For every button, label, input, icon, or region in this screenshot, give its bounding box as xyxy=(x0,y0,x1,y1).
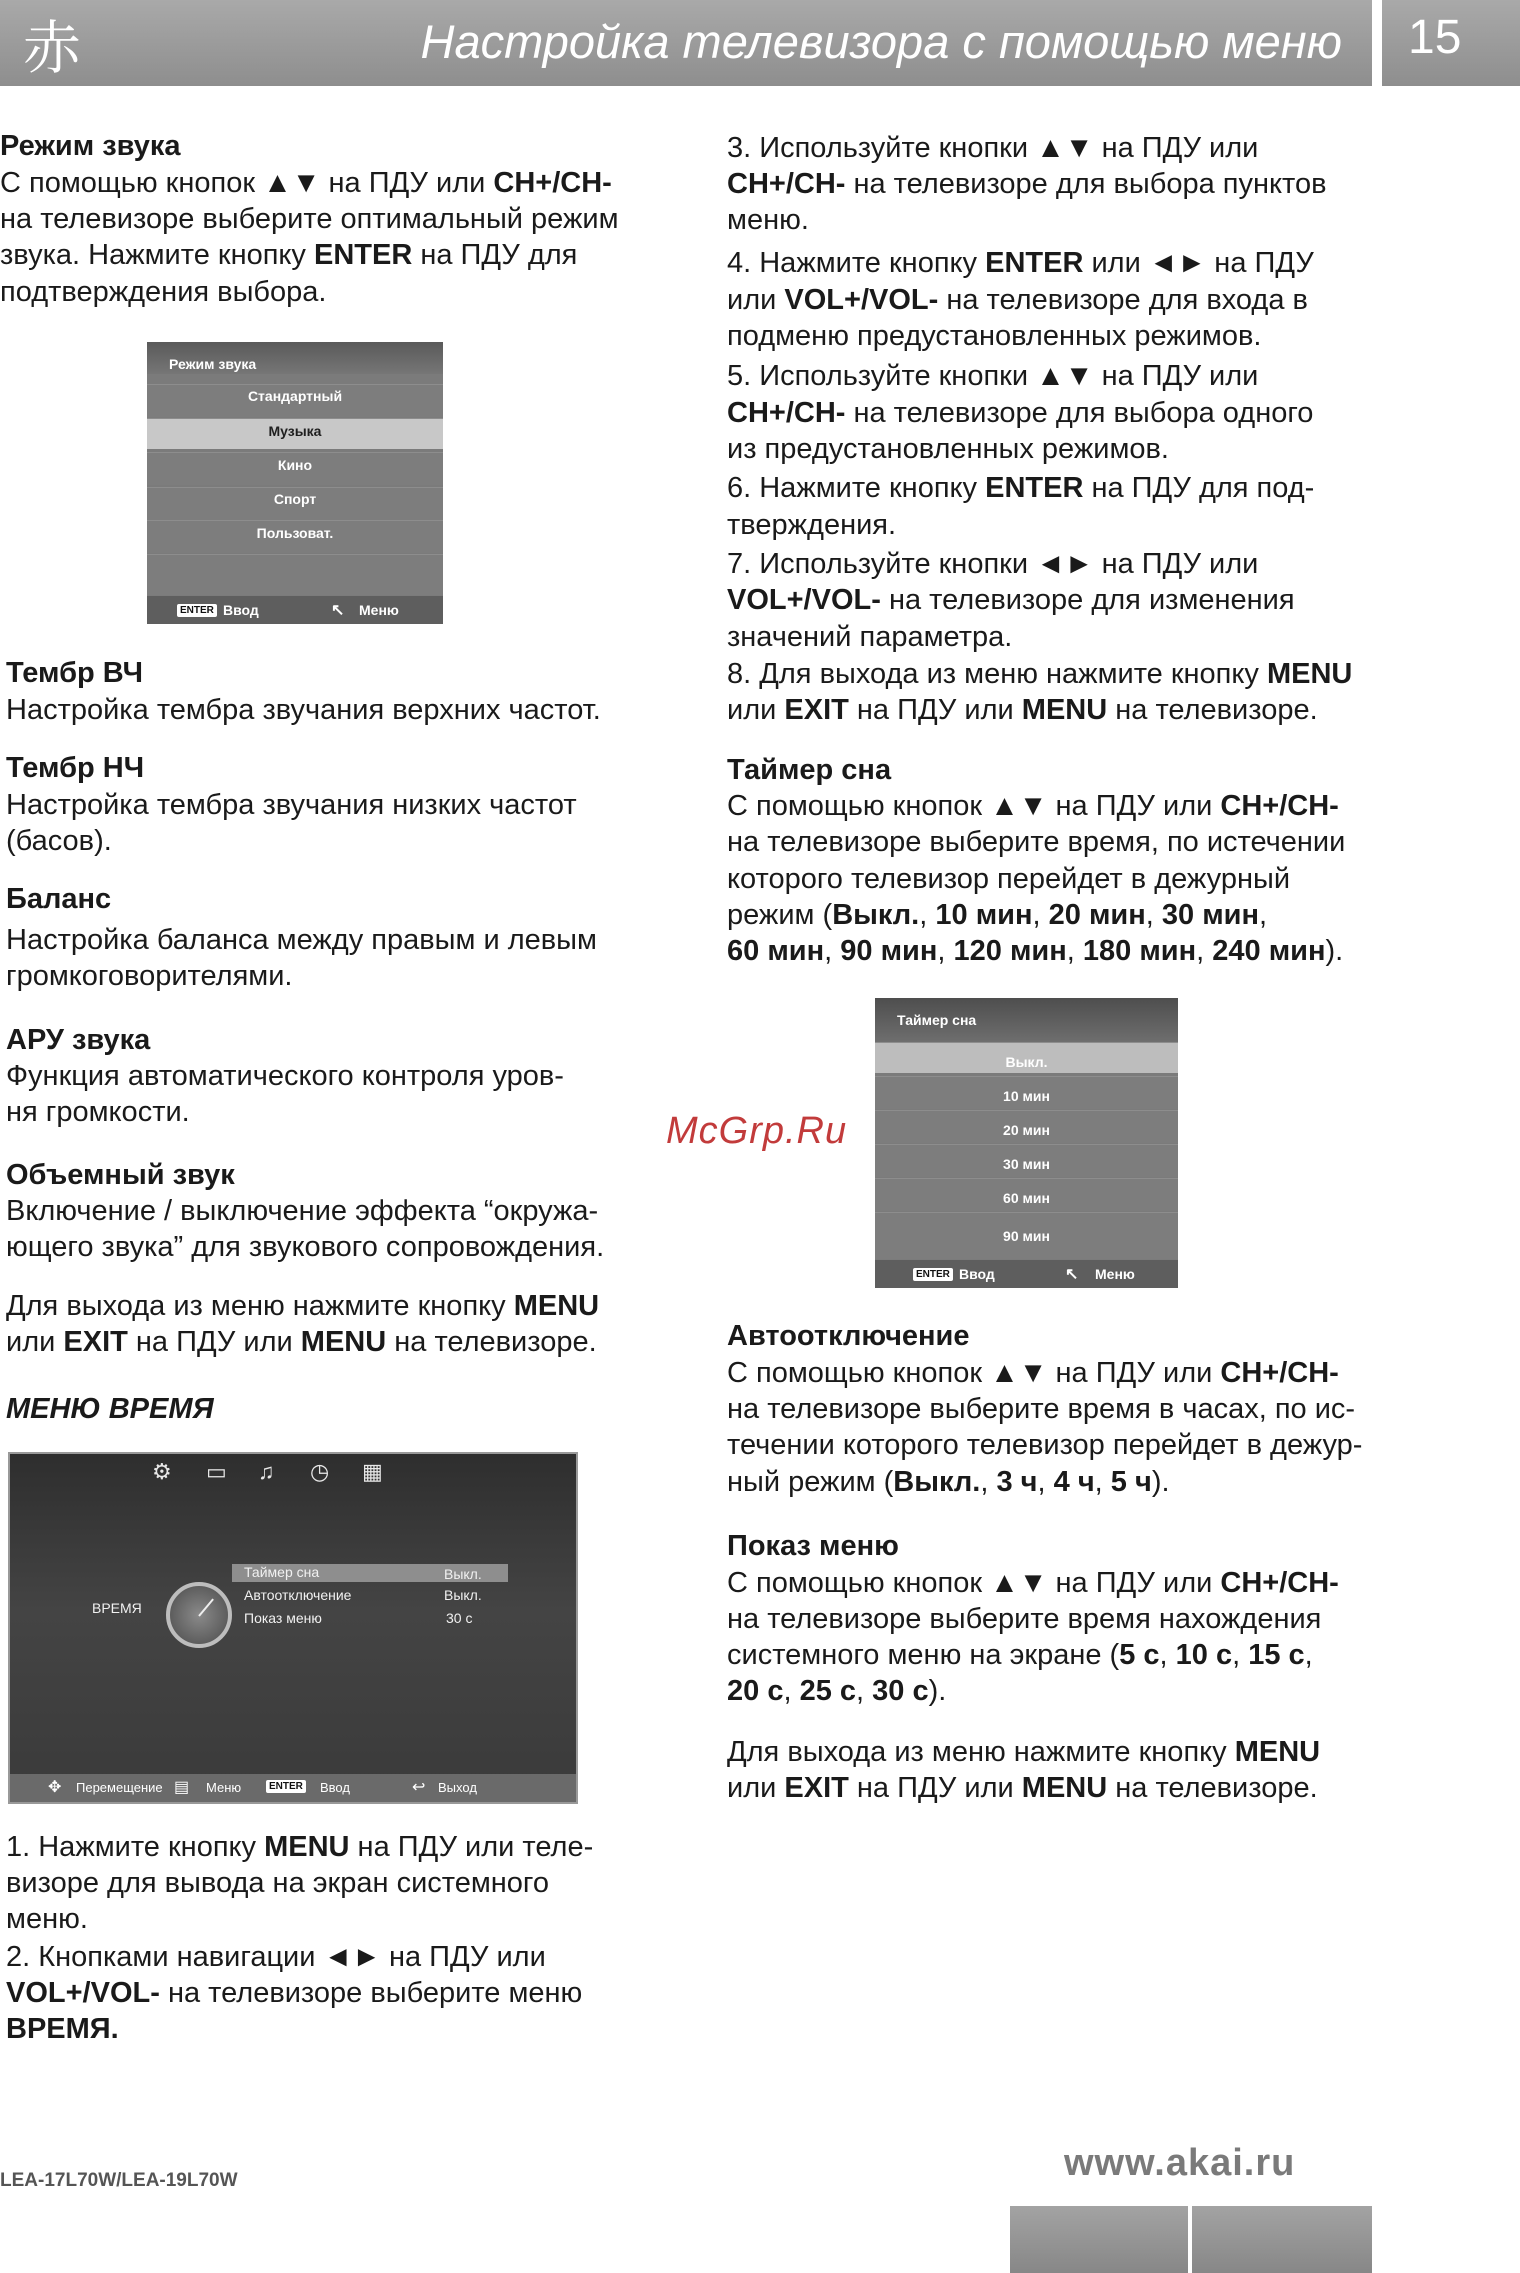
menu-footer xyxy=(10,1774,576,1802)
move-arrows-icon: ✥ xyxy=(48,1779,62,1796)
menu-row-value: 30 с xyxy=(446,1610,473,1626)
move-label: Перемещение xyxy=(76,1780,163,1795)
agc-text: Функция автоматического контроля уров- xyxy=(6,1060,564,1092)
enter-key-tag: ENTER xyxy=(177,604,217,617)
website-link[interactable]: www.akai.ru xyxy=(1064,2142,1296,2184)
step-4: подменю предустановленных режимов. xyxy=(727,320,1262,352)
menu-label: Меню xyxy=(1095,1266,1135,1282)
osd-title: Режим звука xyxy=(147,342,443,374)
exit-instruction: Для выхода из меню нажмите кнопку MENU xyxy=(727,1736,1321,1768)
sound-mode-osd xyxy=(147,342,443,624)
bass-heading: Тембр НЧ xyxy=(6,752,145,784)
clock-icon xyxy=(166,1582,232,1648)
header-bar xyxy=(0,0,1372,86)
osd-item[interactable]: 90 мин xyxy=(875,1212,1178,1259)
step-8: 8. Для выхода из меню нажмите кнопку MENU xyxy=(727,658,1353,690)
enter-label: Ввод xyxy=(320,1780,350,1795)
step-3: 3. Используйте кнопки ▲▼ на ПДУ или xyxy=(727,132,1259,164)
sound-mode-line: подтверждения выбора. xyxy=(0,276,327,308)
sound-mode-heading: Режим звука xyxy=(0,130,181,162)
menu-row-value: Выкл. xyxy=(444,1566,482,1582)
agc-text: ня громкости. xyxy=(6,1096,190,1128)
exit-instruction: Для выхода из меню нажмите кнопку MENU xyxy=(6,1290,600,1322)
menu-display-text: системного меню на экране (5 с, 10 с, 15 с, xyxy=(727,1639,1313,1671)
sleep-timer-osd xyxy=(875,998,1178,1288)
auto-off-text: на телевизоре выберите время в часах, по ис- xyxy=(727,1393,1356,1425)
osd-footer xyxy=(875,1260,1178,1288)
sleep-timer-text: 60 мин, 90 мин, 120 мин, 180 мин, 240 мин). xyxy=(727,935,1344,967)
monitor-icon: ▭ xyxy=(206,1459,227,1484)
menu-time-heading: МЕНЮ ВРЕМЯ xyxy=(6,1393,214,1425)
step-4: 4. Нажмите кнопку ENTER или ◄► на ПДУ xyxy=(727,247,1314,279)
auto-off-heading: Автоотключение xyxy=(727,1320,970,1352)
watermark: McGrp.Ru xyxy=(666,1110,848,1152)
treble-heading: Тембр ВЧ xyxy=(6,657,143,689)
sleep-timer-text: режим (Выкл., 10 мин, 20 мин, 30 мин, xyxy=(727,899,1268,931)
surround-heading: Объемный звук xyxy=(6,1159,235,1191)
bass-text: (басов). xyxy=(6,825,112,857)
balance-text: Настройка баланса между правым и левым xyxy=(6,924,597,956)
step-1: меню. xyxy=(6,1903,88,1935)
osd-item[interactable]: Кино xyxy=(147,452,443,485)
osd-item[interactable]: 60 мин xyxy=(875,1178,1178,1211)
page-title: Настройка телевизора с помощью меню xyxy=(420,15,1342,68)
auto-off-text: ный режим (Выкл., 3 ч, 4 ч, 5 ч). xyxy=(727,1466,1170,1498)
osd-item[interactable]: 20 мин xyxy=(875,1110,1178,1143)
gear-icon: ⚙ xyxy=(152,1459,172,1484)
time-menu-screenshot xyxy=(8,1452,578,1804)
grid-icon: ▦ xyxy=(362,1459,383,1484)
exit-instruction: или EXIT на ПДУ или MENU на телевизоре. xyxy=(727,1772,1318,1804)
step-3: CH+/CH- на телевизоре для выбора пунктов xyxy=(727,168,1327,200)
category-label: ВРЕМЯ xyxy=(92,1600,142,1616)
sleep-timer-heading: Таймер сна xyxy=(727,754,892,786)
step-2: ВРЕМЯ. xyxy=(6,2013,119,2045)
sleep-timer-text: которого телевизор перейдет в дежурный xyxy=(727,863,1291,895)
surround-text: ющего звука” для звукового сопровождения. xyxy=(6,1231,605,1263)
enter-label: Ввод xyxy=(223,602,259,618)
model-number: LEA-17L70W/LEA-19L70W xyxy=(0,2170,238,2191)
osd-item[interactable]: Стандартный xyxy=(147,384,443,417)
osd-footer xyxy=(147,596,443,624)
agc-heading: АРУ звука xyxy=(6,1024,151,1056)
clock-tab-icon: ◷ xyxy=(310,1459,330,1484)
menu-key-icon: ▤ xyxy=(174,1779,190,1796)
step-4: или VOL+/VOL- на телевизоре для входа в xyxy=(727,284,1308,316)
sound-mode-line: С помощью кнопок ▲▼ на ПДУ или CH+/CH- xyxy=(0,167,612,199)
menu-display-text: 20 с, 25 с, 30 с). xyxy=(727,1675,947,1707)
menu-display-text: на телевизоре выберите время нахождения xyxy=(727,1603,1322,1635)
music-note-icon: ♫ xyxy=(258,1459,275,1484)
balance-text: громкоговорителями. xyxy=(6,960,293,992)
footer-block xyxy=(1010,2206,1188,2273)
step-7: 7. Используйте кнопки ◄► на ПДУ или xyxy=(727,548,1259,580)
exit-instruction: или EXIT на ПДУ или MENU на телевизоре. xyxy=(6,1326,597,1358)
menu-row-label[interactable]: Показ меню xyxy=(244,1610,322,1626)
osd-item-selected[interactable]: Выкл. xyxy=(875,1042,1178,1073)
auto-off-text: течении которого телевизор перейдет в дежур- xyxy=(727,1429,1363,1461)
sound-mode-line: на телевизоре выберите оптимальный режим xyxy=(0,203,619,235)
akai-logo: 赤 xyxy=(22,14,81,82)
return-arrow-icon: ↖ xyxy=(331,602,345,619)
page-number: 15 xyxy=(1408,11,1462,64)
surround-text: Включение / выключение эффекта “окружа- xyxy=(6,1195,599,1227)
balance-heading: Баланс xyxy=(6,883,112,915)
enter-key-tag: ENTER xyxy=(913,1268,953,1281)
osd-item[interactable]: 10 мин xyxy=(875,1076,1178,1109)
step-1: визоре для вывода на экран системного xyxy=(6,1867,549,1899)
enter-label: Ввод xyxy=(959,1266,995,1282)
page-number-box xyxy=(1382,0,1520,86)
step-7: значений параметра. xyxy=(727,621,1013,653)
step-5: из предустановленных режимов. xyxy=(727,433,1169,465)
osd-item[interactable]: 30 мин xyxy=(875,1144,1178,1177)
return-arrow-icon: ↖ xyxy=(1065,1266,1079,1283)
bass-text: Настройка тембра звучания низких частот xyxy=(6,789,577,821)
step-6: тверждения. xyxy=(727,509,897,541)
exit-icon: ↩ xyxy=(412,1779,426,1796)
step-7: VOL+/VOL- на телевизоре для изменения xyxy=(727,584,1295,616)
menu-display-text: С помощью кнопок ▲▼ на ПДУ или CH+/CH- xyxy=(727,1567,1339,1599)
menu-label: Меню xyxy=(206,1780,242,1795)
step-5: 5. Используйте кнопки ▲▼ на ПДУ или xyxy=(727,360,1259,392)
osd-item-empty xyxy=(147,554,443,595)
menu-row-label[interactable]: Автоотключение xyxy=(244,1587,352,1603)
step-6: 6. Нажмите кнопку ENTER на ПДУ для под- xyxy=(727,472,1315,504)
menu-row-value: Выкл. xyxy=(444,1587,482,1603)
step-8: или EXIT на ПДУ или MENU на телевизоре. xyxy=(727,694,1318,726)
menu-row-label[interactable]: Таймер сна xyxy=(244,1564,320,1580)
step-2: VOL+/VOL- на телевизоре выберите меню xyxy=(6,1977,583,2009)
sound-mode-line: звука. Нажмите кнопку ENTER на ПДУ для xyxy=(0,239,578,271)
osd-title: Таймер сна xyxy=(875,998,1178,1042)
osd-item-selected[interactable]: Музыка xyxy=(147,418,443,449)
step-3: меню. xyxy=(727,204,809,236)
step-2: 2. Кнопками навигации ◄► на ПДУ или xyxy=(6,1941,546,1973)
sleep-timer-text: на телевизоре выберите время, по истечении xyxy=(727,826,1346,858)
osd-item[interactable]: Спорт xyxy=(147,487,443,520)
menu-label: Меню xyxy=(359,602,399,618)
osd-item[interactable]: Пользоват. xyxy=(147,520,443,553)
footer-block xyxy=(1192,2206,1372,2273)
enter-key-tag: ENTER xyxy=(266,1780,306,1793)
sleep-timer-text: С помощью кнопок ▲▼ на ПДУ или CH+/CH- xyxy=(727,790,1339,822)
menu-display-heading: Показ меню xyxy=(727,1530,899,1562)
auto-off-text: С помощью кнопок ▲▼ на ПДУ или CH+/CH- xyxy=(727,1357,1339,1389)
treble-text: Настройка тембра звучания верхних частот. xyxy=(6,694,601,726)
step-5: CH+/CH- на телевизоре для выбора одного xyxy=(727,397,1314,429)
step-1: 1. Нажмите кнопку MENU на ПДУ или теле- xyxy=(6,1831,594,1863)
exit-label: Выход xyxy=(438,1780,477,1795)
